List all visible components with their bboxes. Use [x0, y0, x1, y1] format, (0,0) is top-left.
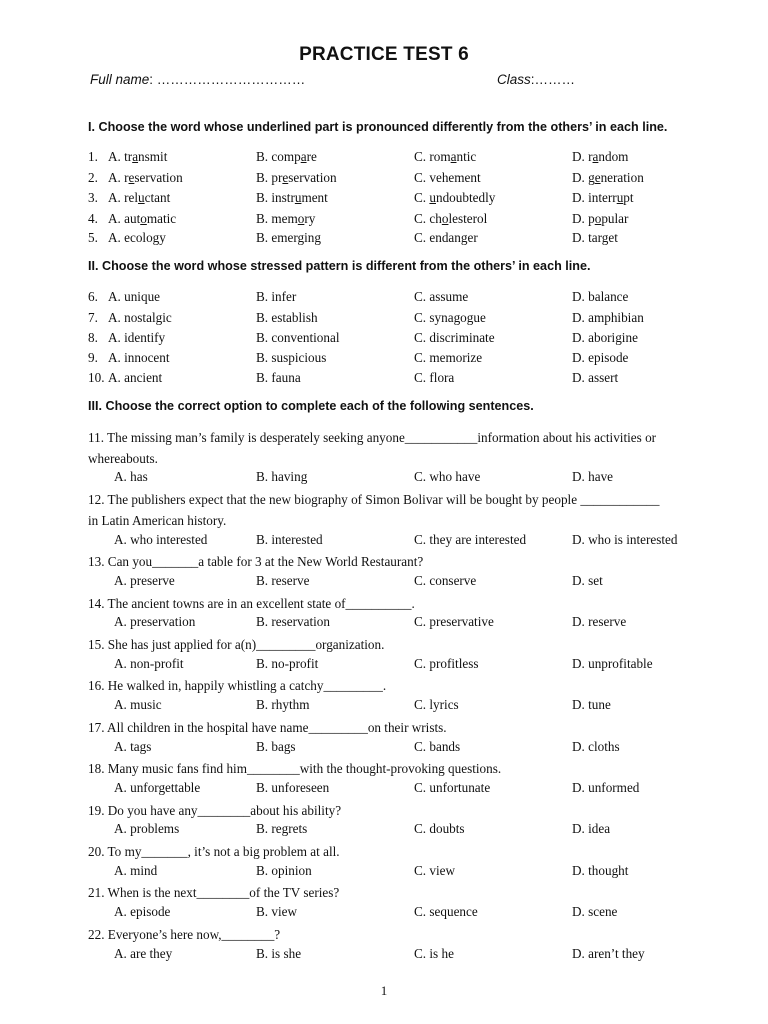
answer-option: A. automatic	[108, 211, 177, 226]
question-number: 4.	[88, 211, 98, 226]
question-stem: 16. He walked in, happily whistling a catchy_________.	[88, 678, 387, 694]
answer-option: D. amphibian	[572, 310, 644, 325]
answer-option: D. scene	[572, 904, 618, 920]
answer-option: B. establish	[256, 310, 318, 325]
answer-option: A. mind	[114, 862, 158, 878]
answer-option: A. problems	[114, 821, 180, 837]
answer-options-row	[114, 946, 714, 966]
answer-options-row	[114, 821, 714, 841]
class-value: :………	[530, 72, 576, 87]
answer-option: B. having	[256, 469, 308, 485]
answer-option: D. assert	[572, 370, 619, 385]
question-number: 8.	[88, 330, 98, 345]
question-stem: 22. Everyone’s here now,________?	[88, 926, 281, 942]
answer-option: B. reserve	[256, 572, 310, 588]
answer-option: B. memory	[256, 211, 316, 226]
answer-option: B. bags	[256, 738, 296, 754]
answer-option: B. preservation	[256, 170, 337, 185]
answer-options-row	[114, 739, 714, 759]
answer-option: D. tune	[572, 697, 611, 713]
answer-option: D. generation	[572, 170, 644, 185]
question-stem: 21. When is the next________of the TV series?	[88, 885, 340, 901]
question-stem: 13. Can you_______a table for 3 at the New World Restaurant?	[88, 554, 424, 570]
question-row	[88, 310, 728, 330]
answer-option: A. preservation	[114, 614, 196, 630]
question-number: 3.	[88, 190, 98, 205]
answer-option: B. conventional	[256, 330, 340, 345]
underlined-letter: a	[132, 149, 139, 164]
question-number: 9.	[88, 350, 98, 365]
answer-option: B. suspicious	[256, 350, 327, 365]
question-stem: 19. Do you have any________about his ability?	[88, 802, 342, 818]
answer-option: D. set	[572, 572, 603, 588]
page-number: 1	[380, 983, 388, 998]
question-row	[88, 190, 728, 210]
answer-option: B. rhythm	[256, 697, 310, 713]
answer-option: D. interrupt	[572, 190, 634, 205]
answer-option: D. target	[572, 230, 618, 245]
answer-option: D. unprofitable	[572, 655, 653, 671]
question-stem: 15. She has just applied for a(n)_________organization.	[88, 637, 385, 652]
underlined-letter: e	[594, 170, 601, 185]
answer-option: A. non-profit	[114, 655, 184, 671]
full-name-label: Full name	[90, 72, 150, 87]
answer-option: A. who interested	[114, 531, 208, 547]
answer-option: A. episode	[114, 904, 171, 920]
answer-option: B. emerging	[256, 230, 321, 245]
answer-option: A. transmit	[108, 149, 168, 164]
answer-option: D. aborigine	[572, 330, 638, 345]
question-stem: 11. The missing man’s family is desperately seeking anyone___________information about his activities or	[88, 430, 657, 445]
answer-option: B. instrument	[256, 190, 328, 205]
answer-options-row	[114, 863, 714, 883]
answer-option: A. unforgettable	[114, 779, 201, 795]
answer-option: D. reserve	[572, 614, 627, 630]
answer-options-row	[114, 697, 714, 717]
answer-option: C. profitless	[414, 655, 479, 671]
answer-option: D. random	[572, 149, 629, 164]
question-stem-continued: whereabouts.	[88, 450, 158, 466]
underlined-letter: u	[616, 190, 624, 205]
answer-option: C. synagogue	[414, 310, 486, 325]
question-number: 7.	[88, 310, 98, 325]
answer-option: D. have	[572, 469, 614, 485]
answer-option: C. endanger	[414, 230, 478, 245]
answer-option: A. music	[114, 697, 162, 713]
question-number: 10.	[88, 370, 105, 385]
question-number: 5.	[88, 230, 98, 245]
answer-option: C. who have	[414, 469, 481, 485]
answer-option: C. sequence	[414, 904, 478, 920]
underlined-letter: e	[282, 170, 289, 185]
answer-option: C. memorize	[414, 350, 483, 365]
answer-option: A. innocent	[108, 350, 170, 365]
question-stem: 20. To my_______, it’s not a big problem at all.	[88, 844, 340, 859]
answer-option: B. no-profit	[256, 655, 319, 671]
answer-options-row	[114, 532, 714, 552]
underlined-letter: a	[300, 149, 307, 164]
answer-option: B. opinion	[256, 862, 312, 878]
answer-option: A. identify	[108, 330, 166, 345]
answer-option: C. view	[414, 862, 456, 878]
answer-option: A. ecology	[108, 230, 166, 245]
question-row	[88, 230, 728, 250]
answer-option: A. are they	[114, 945, 173, 961]
answer-option: C. undoubtedly	[414, 190, 496, 205]
underlined-letter: o	[594, 211, 602, 226]
answer-option: D. popular	[572, 211, 629, 226]
question-stem: 17. All children in the hospital have name_________on their wrists.	[88, 719, 447, 735]
full-name-value: : ……………………………	[149, 72, 306, 87]
answer-option: D. episode	[572, 350, 629, 365]
answer-option: D. balance	[572, 289, 629, 304]
answer-option: C. cholesterol	[414, 211, 488, 226]
answer-options-row	[114, 904, 714, 924]
answer-option: D. cloths	[572, 738, 620, 754]
class-field	[497, 72, 575, 87]
question-number: 1.	[88, 149, 98, 164]
page-title: PRACTICE TEST 6	[299, 44, 469, 65]
answer-options-row	[114, 573, 714, 593]
answer-option: C. bands	[414, 738, 461, 754]
question-stem: 18. Many music fans find him________with the thought-provoking questions.	[88, 761, 502, 777]
answer-option: B. reservation	[256, 614, 330, 630]
question-row	[88, 350, 728, 370]
question-row	[88, 289, 728, 309]
answer-option: A. ancient	[108, 370, 163, 385]
answer-option: D. idea	[572, 821, 611, 837]
answer-option: B. view	[256, 904, 298, 920]
question-stem: 14. The ancient towns are in an excellent state of__________.	[88, 595, 415, 611]
answer-option: B. compare	[256, 149, 317, 164]
answer-options-row	[114, 469, 714, 489]
answer-option: A. reluctant	[108, 190, 171, 205]
answer-option: B. interested	[256, 531, 323, 547]
answer-option: B. regrets	[256, 821, 308, 837]
answer-options-row	[114, 656, 714, 676]
underlined-letter: a	[592, 149, 599, 164]
question-number: 6.	[88, 289, 98, 304]
answer-option: A. tags	[114, 738, 152, 754]
answer-option: A. has	[114, 469, 148, 485]
answer-option: C. doubts	[414, 821, 465, 837]
answer-option: D. who is interested	[572, 531, 678, 547]
answer-option: B. unforeseen	[256, 779, 330, 795]
answer-option: B. is she	[256, 945, 302, 961]
answer-option: C. lyrics	[414, 697, 459, 713]
answer-option: D. thought	[572, 862, 629, 878]
answer-option: C. unfortunate	[414, 779, 491, 795]
answer-option: C. assume	[414, 289, 469, 304]
underlined-letter: u	[138, 190, 145, 205]
answer-option: A. unique	[108, 289, 161, 304]
underlined-letter: o	[441, 211, 449, 226]
answer-option: D. unformed	[572, 779, 640, 795]
question-number: 2.	[88, 170, 98, 185]
answer-option: C. discriminate	[414, 330, 495, 345]
question-row	[88, 149, 728, 169]
question-row	[88, 330, 728, 350]
section-2-heading: II. Choose the word whose stressed pattern is different from the others’ in each line.	[88, 259, 591, 273]
underlined-letter: o	[297, 211, 305, 226]
answer-options-row	[114, 780, 714, 800]
answer-option: C. they are interested	[414, 531, 527, 547]
underlined-letter: u	[294, 190, 302, 205]
class-label: Class	[497, 72, 531, 87]
underlined-letter: e	[128, 170, 135, 185]
answer-option: A. nostalgic	[108, 310, 172, 325]
answer-option: D. aren’t they	[572, 945, 645, 961]
underlined-letter: o	[140, 211, 147, 226]
answer-option: C. flora	[414, 370, 455, 385]
full-name-field	[90, 72, 305, 87]
section-3-heading: III. Choose the correct option to complete each of the following sentences.	[88, 399, 534, 413]
underlined-letter: a	[450, 149, 457, 164]
answer-option: C. conserve	[414, 572, 477, 588]
answer-option: C. romantic	[414, 149, 477, 164]
question-stem: 12. The publishers expect that the new biography of Simon Bolivar will be bought by people ____________	[88, 492, 660, 508]
answer-option: C. preservative	[414, 614, 494, 630]
answer-option: B. fauna	[256, 370, 301, 385]
question-stem-continued: in Latin American history.	[88, 512, 227, 528]
question-row	[88, 170, 728, 190]
answer-option: A. reservation	[108, 170, 183, 185]
answer-option: A. preserve	[114, 572, 175, 588]
answer-option: B. infer	[256, 289, 297, 304]
question-row	[88, 370, 728, 390]
answer-options-row	[114, 614, 714, 634]
underlined-letter: u	[429, 190, 436, 205]
question-row	[88, 211, 728, 231]
answer-option: C. vehement	[414, 170, 481, 185]
answer-option: C. is he	[414, 945, 454, 961]
section-1-heading: I. Choose the word whose underlined part is pronounced differently from the others’ in each line.	[88, 120, 668, 134]
